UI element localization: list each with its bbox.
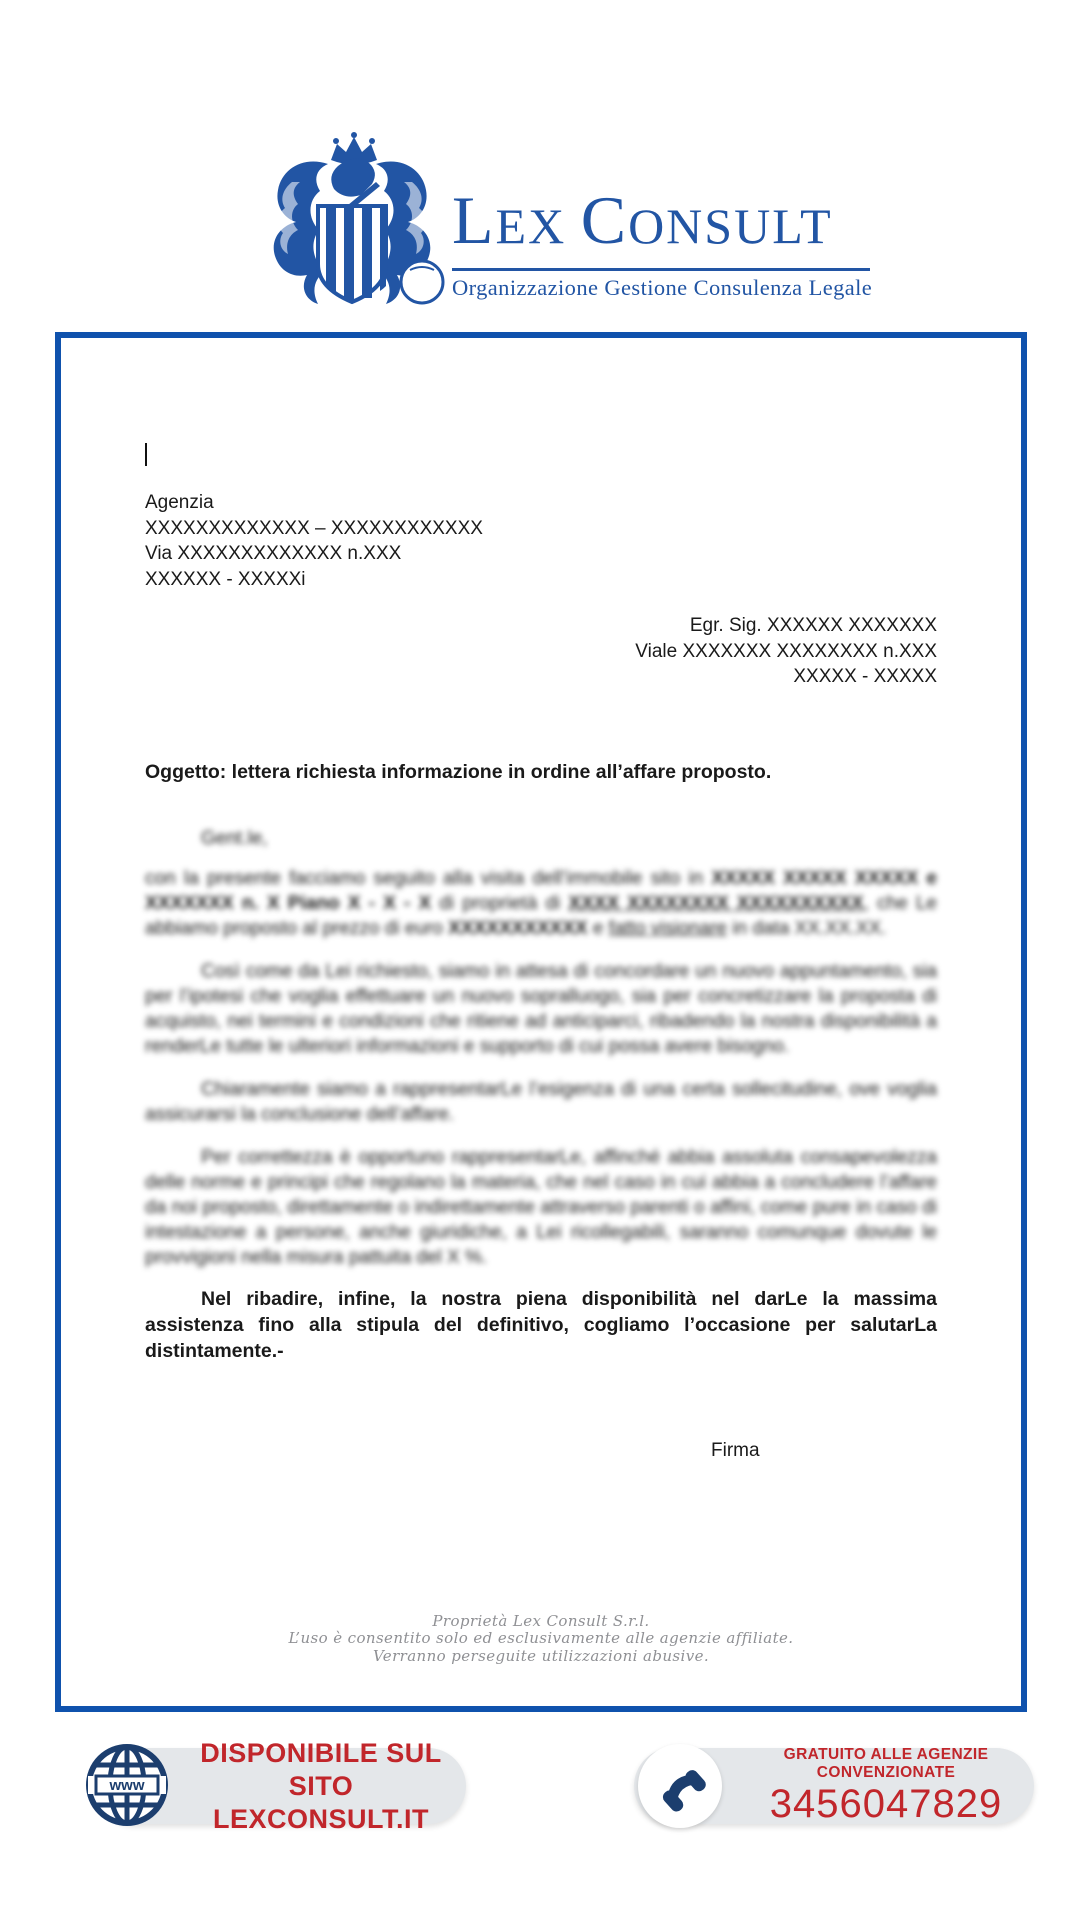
property-notice	[145, 1613, 937, 1666]
sender-line: XXXXXXXXXXXXX – XXXXXXXXXXXX	[145, 517, 483, 539]
body-paragraph-3: Chiaramente siamo a rappresentarLe l’esigenza di una certa sollecitudine, ove voglia assicurarsi la conclusione dell’affare.	[145, 1078, 937, 1125]
body-paragraph-1	[145, 866, 937, 941]
sender-line: Agenzia	[145, 492, 214, 513]
p1-text: con la presente facciamo seguito alla visita dell’immobile sito in	[145, 867, 712, 889]
phone-icon-circle	[638, 1744, 722, 1828]
recipient-line: Egr. Sig. XXXXXX XXXXXXX	[689, 615, 937, 636]
brand-name: LEX CONSULT	[452, 192, 870, 271]
brand-tagline: Organizzazione Gestione Consulenza Legale	[452, 275, 873, 300]
p1-owner-placeholder: XXXX XXXXXXXX XXXXXXXXXX	[568, 892, 864, 914]
salutation: Gent.le,	[201, 827, 268, 849]
www-globe-icon	[84, 1742, 170, 1828]
phone-handset-icon	[654, 1760, 706, 1812]
text-cursor	[145, 443, 147, 466]
notice-line: L’uso è consentito solo ed esclusivamente alle agenzie affiliate.	[288, 1629, 794, 1647]
p1-underlined-text: fatto visionare	[608, 917, 727, 939]
brand-header	[252, 130, 873, 312]
body-paragraph-2: Così come da Lei richiesto, siamo in attesa di concordare un nuovo appuntamento, sia per l’ipotesi che voglia effettuare un nuovo sopralluogo, sia per concretizzare la proposta di acquisto, nei termini e condizioni che ritiene ad anticiparci, ribadendo la nostra disponibilità a renderLe tutte le ulteriori informazioni e supporto di cui possa avere bisogno.	[145, 960, 937, 1057]
p1-text: , che Le abbiamo proposto al prezzo di euro	[145, 892, 938, 939]
svg-text:www: www	[109, 1777, 145, 1794]
closing-paragraph: Nel ribadire, infine, la nostra piena disponibilità nel darLe la massima assistenza fino alla stipula del definitivo, cogliamo l’occasione per salutarLa distintamente.-	[145, 1287, 937, 1362]
phone-number: 3456047829	[769, 1782, 1003, 1826]
website-badge-text: DISPONIBILE SUL SITO	[200, 1737, 442, 1801]
letter-sheet[interactable]	[55, 332, 1027, 1712]
signature-label: Firma	[711, 1439, 760, 1461]
p1-price-placeholder: XXXXXXXXXXX	[448, 917, 588, 939]
notice-line: Proprietà Lex Consult S.r.l.	[432, 1611, 650, 1630]
recipient-line: Viale XXXXXXX XXXXXXXX n.XXX	[635, 640, 937, 662]
p1-text: in data XX.XX.XX.	[726, 917, 887, 939]
p1-bold-placeholder: XXXXX XXXXX XXXXX e XXXXXXX n. X Piano X - X - X	[145, 867, 937, 914]
recipient-line: XXXXX - XXXXX	[793, 666, 937, 687]
p1-text: e	[587, 917, 609, 939]
sender-line: Via XXXXXXXXXXXXX n.XXX	[145, 543, 402, 564]
website-badge-url: LEXCONSULT.IT	[212, 1803, 429, 1834]
sender-address-block	[145, 490, 937, 592]
p1-text: di proprietà di	[431, 892, 569, 914]
subject-line: Oggetto: lettera richiesta informazione in ordine all’affare proposto.	[145, 760, 772, 783]
recipient-address-block	[145, 613, 937, 690]
notice-line: Verranno perseguite utilizzazioni abusive.	[372, 1646, 710, 1665]
phone-badge-label: GRATUITO ALLE AGENZIE CONVENZIONATE	[783, 1746, 989, 1781]
body-paragraph-4: Per correttezza è opportuno rappresentarLe, affinché abbia assoluta consapevolezza delle norme e principi che regolano la materia, che nel caso in cui abbia a concludere l’affare da noi proposto, direttamente o indirettamente attraverso parenti o affini, come pure in caso di intestazione a persone, anche giuridiche, a Lei ricollegabili, saranno comunque dovute le provvigioni nella misura pattuita del X %.	[145, 1146, 937, 1268]
heraldic-crest-logo	[252, 130, 452, 312]
sender-line: XXXXXX - XXXXXi	[145, 568, 306, 590]
